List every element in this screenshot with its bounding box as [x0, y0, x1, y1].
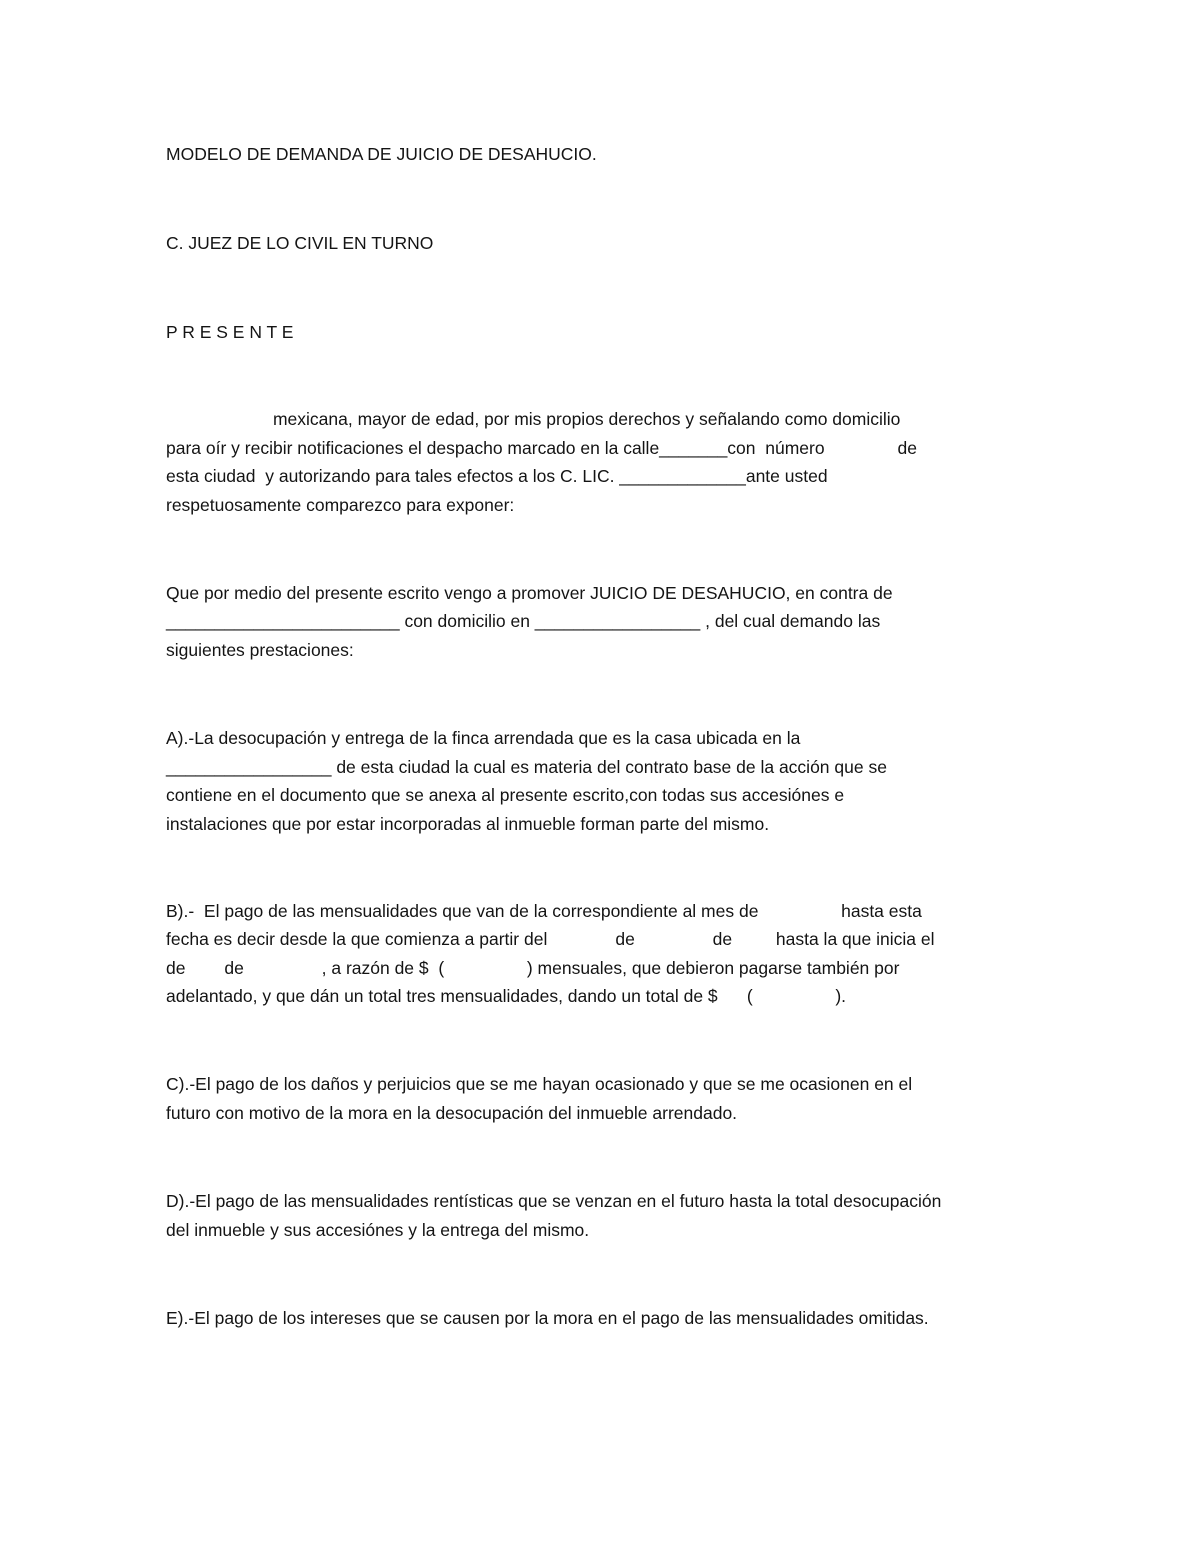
presente-heading: P R E S E N T E [166, 322, 294, 342]
intro-line: esta ciudad y autorizando para tales efectos a los C. LIC. _____________ante usted [166, 466, 828, 486]
item-a-line: A).-La desocupación y entrega de la finca arrendada que es la casa ubicada en la [166, 728, 801, 748]
item-a-line: _________________ de esta ciudad la cual es materia del contrato base de la acción que se [166, 757, 887, 777]
document-title: MODELO DE DEMANDA DE JUICIO DE DESAHUCIO. [166, 144, 597, 164]
promotion-line: siguientes prestaciones: [166, 640, 354, 660]
item-a-line: instalaciones que por estar incorporadas al inmueble forman parte del mismo. [166, 814, 770, 834]
item-c-line: futuro con motivo de la mora en la desocupación del inmueble arrendado. [166, 1103, 738, 1123]
item-b-line: fecha es decir desde la que comienza a partir del de de hasta la que inicia el [166, 929, 935, 949]
intro-line: respetuosamente comparezco para exponer: [166, 495, 515, 515]
item-d-line: del inmueble y sus accesiónes y la entrega del mismo. [166, 1220, 590, 1240]
item-d-line: D).-El pago de las mensualidades rentísticas que se venzan en el futuro hasta la total desocupación [166, 1191, 942, 1211]
promotion-line: Que por medio del presente escrito vengo a promover JUICIO DE DESAHUCIO, en contra de [166, 583, 893, 603]
addressee: C. JUEZ DE LO CIVIL EN TURNO [166, 233, 434, 253]
item-b-line: B).- El pago de las mensualidades que van de la correspondiente al mes de hasta esta [166, 901, 922, 921]
item-c-line: C).-El pago de los daños y perjuicios que se me hayan ocasionado y que se me ocasionen en el [166, 1074, 913, 1094]
item-b-line: adelantado, y que dán un total tres mensualidades, dando un total de $ ( ). [166, 986, 847, 1006]
promotion-line: ________________________ con domicilio en _________________ , del cual demando las [166, 611, 881, 631]
item-a-line: contiene en el documento que se anexa al presente escrito,con todas sus accesiónes e [166, 785, 845, 805]
intro-line: para oír y recibir notificaciones el despacho marcado en la calle_______con número de [166, 438, 917, 458]
item-e-line: E).-El pago de los intereses que se causen por la mora en el pago de las mensualidades omitidas. [166, 1308, 929, 1328]
intro-line: mexicana, mayor de edad, por mis propios derechos y señalando como domicilio [166, 409, 901, 429]
item-b-line: de de , a razón de $ ( ) mensuales, que debieron pagarse también por [166, 958, 900, 978]
